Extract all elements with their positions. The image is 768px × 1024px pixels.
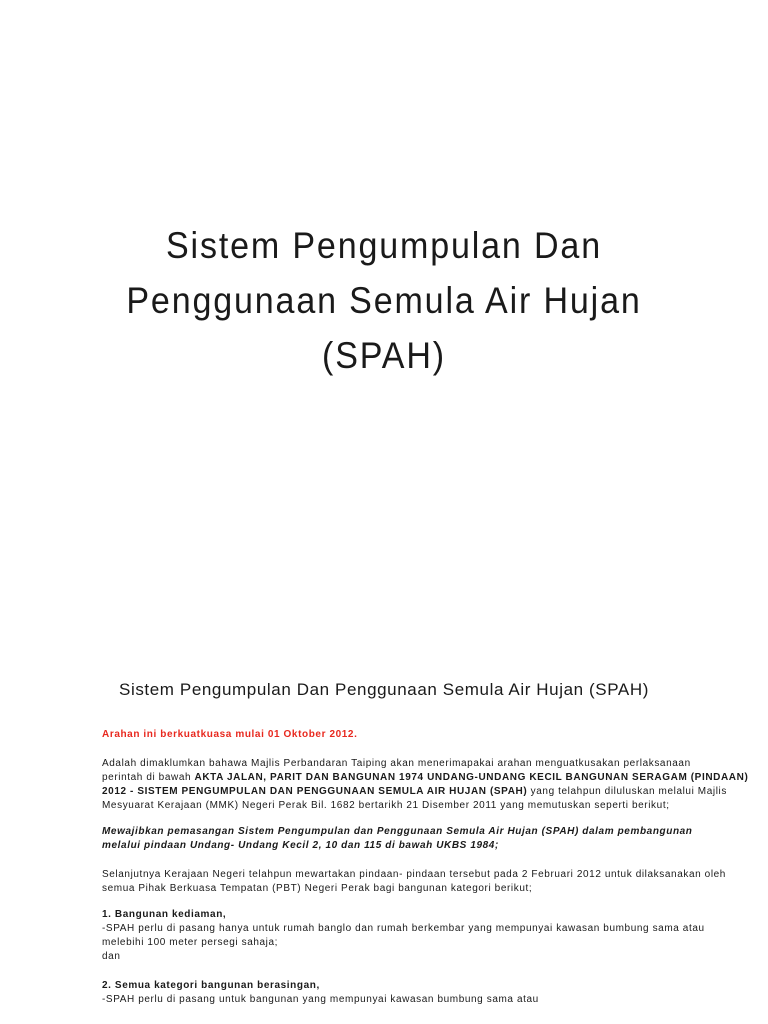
intro-line-2: perintah di bawah AKTA JALAN, PARIT DAN BANGUNAN 1974 UNDANG-UNDANG KECIL BANGUNAN SERAGAM (PINDAAN) [102, 772, 749, 783]
effective-date-notice: Arahan ini berkuatkuasa mulai 01 Oktober 2012. [102, 729, 358, 740]
mandate-line-1: Mewajibkan pemasangan Sistem Pengumpulan dan Penggunaan Semula Air Hujan (SPAH) dalam pembangunan [102, 826, 693, 837]
cover-title-line-3: (SPAH) [322, 335, 446, 376]
category-item-1 [102, 908, 720, 964]
intro-line-3: 2012 - SISTEM PENGUMPULAN DAN PENGGUNAAN SEMULA AIR HUJAN (SPAH) yang telahpun diluluskan melalui Majlis [102, 786, 727, 797]
mandate-paragraph [102, 825, 720, 853]
category-item-2 [102, 979, 720, 1007]
mandate-line-2: melalui pindaan Undang- Undang Kecil 2, 10 dan 115 di bawah UKBS 1984; [102, 840, 499, 851]
category-2-line-1: -SPAH perlu di pasang untuk bangunan yang mempunyai kawasan bumbung sama atau [102, 994, 539, 1005]
cover-title-line-2: Penggunaan Semula Air Hujan [126, 280, 642, 321]
category-1-line-2: melebihi 100 meter persegi sahaja; [102, 937, 279, 948]
document-body [102, 728, 749, 1007]
category-heading-2: 2. Semua kategori bangunan berasingan, [102, 980, 320, 991]
category-1-line-3: dan [102, 951, 121, 962]
gazette-paragraph [102, 868, 726, 896]
intro-line-4: Mesyuarat Kerajaan (MMK) Negeri Perak Bil. 1682 bertarikh 21 Disember 2011 yang memutuskan seperti berikut; [102, 800, 670, 811]
gazette-line-1: Selanjutnya Kerajaan Negeri telahpun mewartakan pindaan- pindaan tersebut pada 2 Februari 2012 untuk dilaksanakan oleh [102, 869, 726, 880]
cover-title [31, 218, 738, 383]
section-title: Sistem Pengumpulan Dan Penggunaan Semula Air Hujan (SPAH) [119, 680, 649, 699]
category-1-line-1: -SPAH perlu di pasang hanya untuk rumah banglo dan rumah berkembar yang mempunyai kawasan bumbung sama atau [102, 923, 705, 934]
intro-line-1: Adalah dimaklumkan bahawa Majlis Perbandaran Taiping akan menerimapakai arahan menguatkusakan perlaksanaan [102, 758, 691, 769]
category-heading-1: 1. Bangunan kediaman, [102, 909, 227, 920]
intro-paragraph [102, 757, 749, 813]
cover-title-line-1: Sistem Pengumpulan Dan [166, 225, 602, 266]
gazette-line-2: semua Pihak Berkuasa Tempatan (PBT) Negeri Perak bagi bangunan kategori berikut; [102, 883, 533, 894]
